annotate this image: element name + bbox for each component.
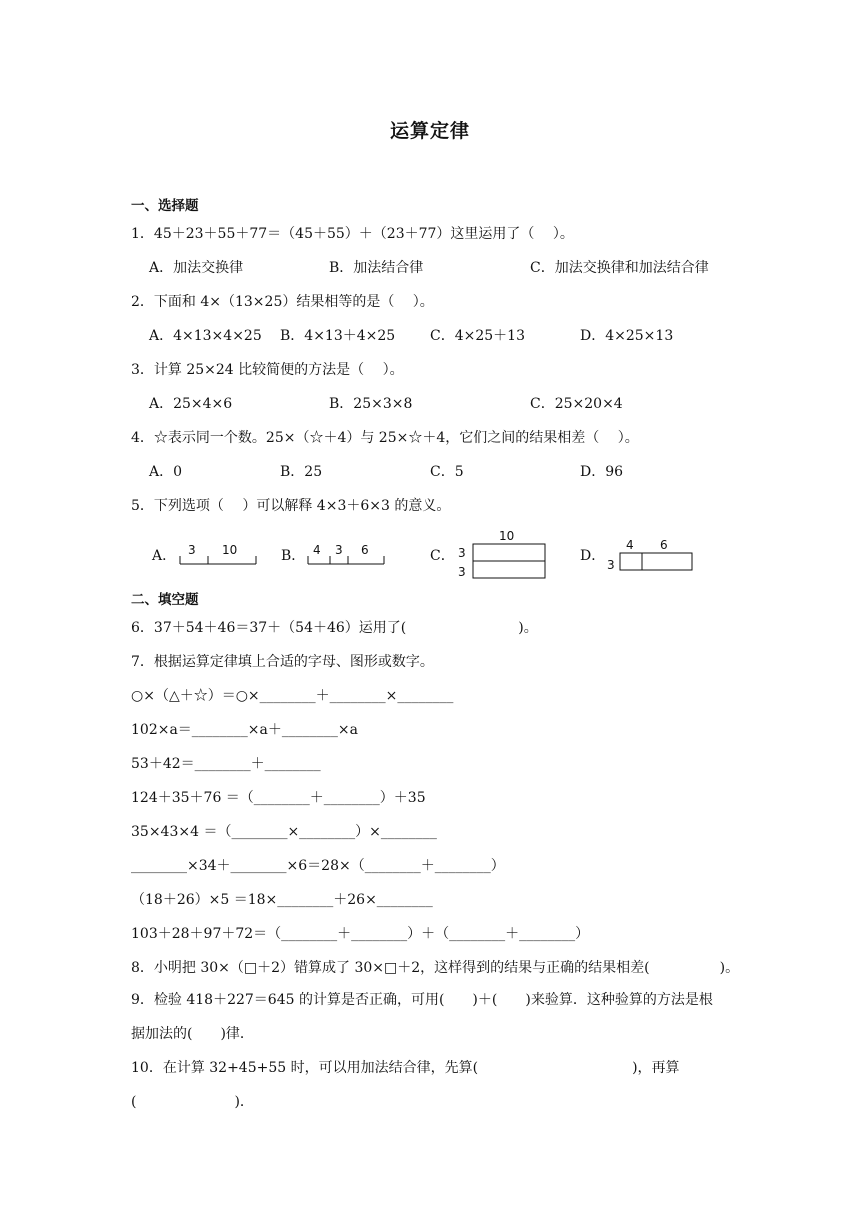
q5-figure-a bbox=[174, 538, 264, 572]
figd-label-3: 3 bbox=[607, 558, 615, 572]
q2-option-b: B．4×13＋4×25 bbox=[280, 328, 396, 344]
q1-option-c: C．加法交换律和加法结合律 bbox=[530, 260, 709, 276]
figa-label-3: 3 bbox=[188, 543, 196, 557]
figc-label-10: 10 bbox=[499, 529, 515, 543]
question-9-line-2: 据加法的( )律． bbox=[131, 1026, 254, 1042]
fill-line-2: 102×a＝________×a＋________×a bbox=[131, 722, 358, 738]
question-2: 2．下面和 4×（13×25）结果相等的是（ ）。 bbox=[131, 294, 434, 310]
question-1: 1．45＋23＋55＋77＝（45＋55）＋（23＋77）这里运用了（ ）。 bbox=[131, 226, 574, 242]
q3-option-b: B．25×3×8 bbox=[329, 396, 413, 412]
q1-option-a: A．加法交换律 bbox=[149, 260, 244, 276]
page-title: 运算定律 bbox=[389, 120, 470, 142]
figb-label-3: 3 bbox=[335, 543, 343, 557]
q5-figure-b bbox=[304, 538, 390, 572]
q2-option-d: D．4×25×13 bbox=[580, 328, 674, 344]
q4-option-b: B．25 bbox=[280, 464, 323, 480]
q5-option-c-label: C． bbox=[430, 548, 455, 564]
fill-line-5: 35×43×4 ＝（________×________）×________ bbox=[131, 824, 437, 840]
q2-option-c: C．4×25＋13 bbox=[430, 328, 525, 344]
q5-option-a-label: A． bbox=[152, 548, 177, 564]
q5-figure-c bbox=[455, 526, 551, 586]
fill-line-6: ________×34＋________×6＝28×（________＋________） bbox=[131, 858, 505, 874]
q4-option-c: C．5 bbox=[430, 464, 464, 480]
figb-label-6: 6 bbox=[361, 543, 369, 557]
q4-option-a: A．0 bbox=[149, 464, 183, 480]
figd-label-4: 4 bbox=[626, 538, 634, 552]
question-10-line-1: 10．在计算 32+45+55 时，可以用加法结合律，先算( )，再算 bbox=[131, 1060, 680, 1076]
question-10-line-2: ( )． bbox=[131, 1094, 254, 1110]
question-3: 3．计算 25×24 比较简便的方法是（ ）。 bbox=[131, 362, 404, 378]
figd-label-6: 6 bbox=[660, 538, 668, 552]
section-heading-fill: 二、填空题 bbox=[131, 592, 199, 608]
question-4: 4．☆表示同一个数。25×（☆＋4）与 25×☆＋4，它们之间的结果相差（ ）。 bbox=[131, 430, 639, 446]
q5-option-b-label: B． bbox=[281, 548, 306, 564]
fill-line-3: 53＋42＝________＋________ bbox=[131, 756, 321, 772]
fill-line-8: 103＋28＋97＋72＝（________＋________）＋（________＋________） bbox=[131, 926, 590, 942]
question-6: 6．37＋54＋46＝37＋（54＋46）运用了( )。 bbox=[131, 620, 538, 636]
section-heading-choice: 一、选择题 bbox=[131, 198, 199, 214]
q3-option-a: A．25×4×6 bbox=[149, 396, 233, 412]
q5-figure-d bbox=[604, 534, 698, 580]
fill-line-4: 124＋35＋76 ＝（________＋________）＋35 bbox=[131, 790, 426, 806]
q2-option-a: A．4×13×4×25 bbox=[149, 328, 262, 344]
figb-label-4: 4 bbox=[313, 543, 321, 557]
q5-option-d-label: D． bbox=[580, 548, 606, 564]
question-5: 5．下列选项（ ）可以解释 4×3＋6×3 的意义。 bbox=[131, 498, 451, 514]
question-7: 7．根据运算定律填上合适的字母、图形或数字。 bbox=[131, 654, 434, 670]
figc-label-3-top: 3 bbox=[458, 546, 466, 560]
q3-option-c: C．25×20×4 bbox=[530, 396, 623, 412]
question-9-line-1: 9．检验 418＋227＝645 的计算是否正确，可用( )＋( )来验算．这种验算的方法是根 bbox=[131, 992, 713, 1008]
fill-line-1: ○×（△＋☆）＝○×________＋________×________ bbox=[131, 688, 454, 704]
fill-line-7: （18＋26）×5 ＝18×________＋26×________ bbox=[131, 892, 433, 908]
question-8: 8．小明把 30×（□＋2）错算成了 30×□＋2，这样得到的结果与正确的结果相差( )。 bbox=[131, 960, 740, 976]
figc-label-3-bottom: 3 bbox=[458, 565, 466, 579]
figa-label-10: 10 bbox=[222, 543, 238, 557]
q4-option-d: D．96 bbox=[580, 464, 624, 480]
q1-option-b: B．加法结合律 bbox=[329, 260, 424, 276]
